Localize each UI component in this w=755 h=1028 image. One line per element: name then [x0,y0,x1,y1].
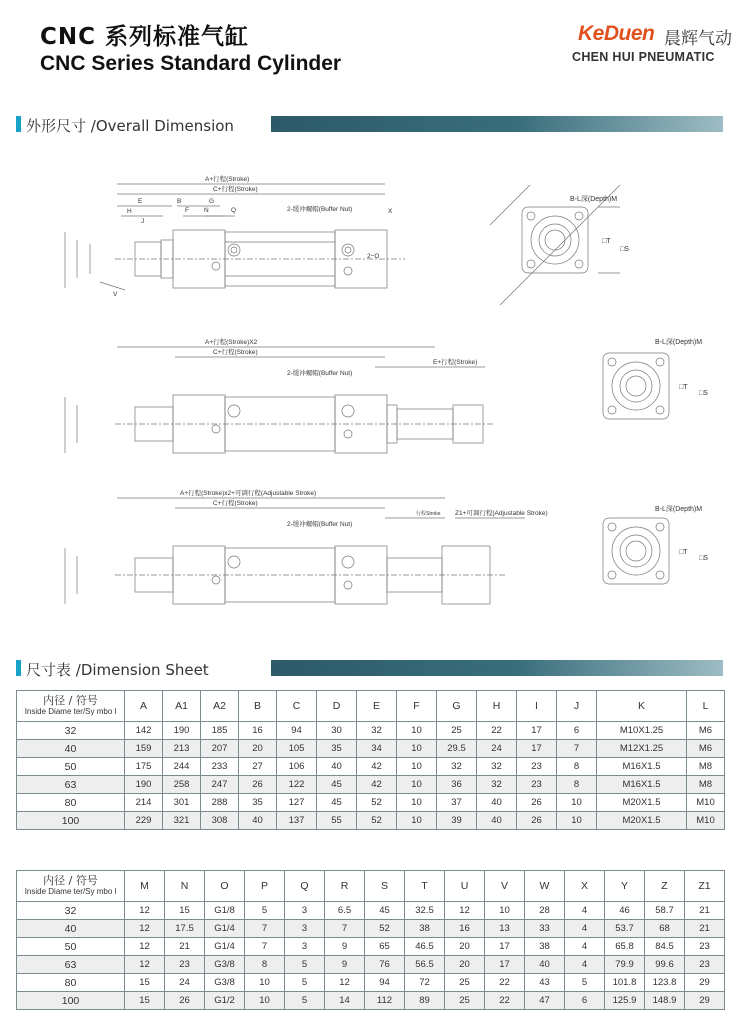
dim-f: F [185,207,189,214]
depth-label: B-L深(Depth)M [570,196,618,203]
table-cell: 23 [517,758,557,776]
dim-a-label: A+行程(Stroke) [205,176,250,183]
table-cell: 233 [201,758,239,776]
table-cell: 25 [437,722,477,740]
table-cell: 5 [285,974,325,992]
table-row [17,722,725,740]
table-cell: 106 [277,758,317,776]
table-cell: 37 [437,794,477,812]
table-cell: M10 [687,794,725,812]
column-header: S [365,871,405,902]
table-cell: 8 [245,956,285,974]
column-header: A1 [163,691,201,722]
table-cell: 207 [201,740,239,758]
table-cell: 65.8 [605,938,645,956]
dimension-table-1 [16,690,725,830]
table-cell: 229 [125,812,163,830]
table-cell: 321 [163,812,201,830]
table-cell: 40 [477,812,517,830]
table-cell: M20X1.5 [597,794,687,812]
dim-c-label: C+行程(Stroke) [213,186,258,193]
table-cell: 68 [645,920,685,938]
bore-header-en: Inside Diame ter/Sy mbo l [24,707,117,716]
dim-s-3: □S [699,555,708,562]
table-cell: 26 [517,794,557,812]
table-cell: 127 [277,794,317,812]
bore-header-cn: 内径 / 符号 [43,874,98,887]
dim-a-label-2: A+行程(Stroke)X2 [205,339,258,346]
table-cell: 23 [165,956,205,974]
table-cell: 10 [397,758,437,776]
bore-cell: 40 [17,740,125,758]
drawing-1-side-view [55,170,405,300]
table-cell: G3/8 [205,956,245,974]
bore-cell: 32 [17,722,125,740]
table-cell: 12 [125,920,165,938]
table-cell: 16 [445,920,485,938]
table-cell: 12 [125,902,165,920]
table-cell: 7 [325,920,365,938]
table-cell: 10 [245,992,285,1010]
table-cell: 55 [317,812,357,830]
table-cell: 12 [125,938,165,956]
table-cell: 15 [125,992,165,1010]
table-cell: 10 [485,902,525,920]
drawing-3-side-view [55,488,575,618]
table-cell: 175 [125,758,163,776]
dim-z1-label-3: Z1+可调行程(Adjustable Stroke) [455,510,548,517]
dim-n: N [204,207,209,214]
table-cell: 25 [445,974,485,992]
table-cell: 288 [201,794,239,812]
table-cell: 17 [485,938,525,956]
table-cell: 137 [277,812,317,830]
depth-label-2: B-L深(Depth)M [655,339,703,346]
table-cell: G1/2 [205,992,245,1010]
column-header: C [277,691,317,722]
table-cell: 65 [365,938,405,956]
table-cell: M16X1.5 [597,758,687,776]
table-cell: 123.8 [645,974,685,992]
table-cell: 23 [517,776,557,794]
table-cell: 52 [357,794,397,812]
table-cell: 10 [245,974,285,992]
table-row [17,920,725,938]
dim-e: E [138,198,143,205]
table-cell: 26 [165,992,205,1010]
table-cell: M10 [687,812,725,830]
table-cell: 21 [685,902,725,920]
bore-cell: 63 [17,776,125,794]
table-cell: 40 [525,956,565,974]
table-cell: 125.9 [605,992,645,1010]
table-cell: 22 [485,992,525,1010]
column-header: Z1 [685,871,725,902]
table-row [17,740,725,758]
table-cell: 190 [125,776,163,794]
table-cell: 7 [557,740,597,758]
table-cell: 21 [165,938,205,956]
table-cell: 20 [239,740,277,758]
bore-cell: 50 [17,938,125,956]
table-cell: 30 [317,722,357,740]
table-cell: 56.5 [405,956,445,974]
stroke-label-3: 行程Stroke [416,511,441,517]
table-cell: 27 [239,758,277,776]
table-cell: 23 [685,956,725,974]
page-title-cn: CNC 系列标准气缸 [40,24,250,50]
dim-b: B [177,198,182,205]
table-cell: 25 [445,992,485,1010]
table-cell: 185 [201,722,239,740]
table-cell: 3 [285,938,325,956]
bore-cell: 80 [17,974,125,992]
table-cell: 3 [285,920,325,938]
bore-cell: 40 [17,920,125,938]
table-cell: 47 [525,992,565,1010]
table-cell: 10 [397,812,437,830]
table-cell: 46.5 [405,938,445,956]
table-cell: M6 [687,722,725,740]
table-cell: 29.5 [437,740,477,758]
bore-cell: 100 [17,812,125,830]
table-cell: 79.9 [605,956,645,974]
table-cell: 15 [125,974,165,992]
table-cell: 12 [325,974,365,992]
column-header: W [525,871,565,902]
column-header: G [437,691,477,722]
table-cell: 244 [163,758,201,776]
table-cell: 9 [325,956,365,974]
table-cell: 22 [477,722,517,740]
brand-name: KeDuen [578,22,655,45]
table-cell: M12X1.25 [597,740,687,758]
dim-q: Q [231,207,237,214]
column-header: R [325,871,365,902]
column-header: E [357,691,397,722]
brand-name-cn: 晨辉气动 [664,29,732,49]
bore-cell: 100 [17,992,125,1010]
table-cell: 213 [163,740,201,758]
drawing-2-end-view [575,335,725,435]
table-cell: M8 [687,776,725,794]
table-cell: 45 [317,776,357,794]
table-cell: 142 [125,722,163,740]
table-cell: 32 [357,722,397,740]
dim-v: V [113,291,118,298]
drawing-2-side-view [55,337,505,467]
table-row [17,812,725,830]
section-header-overall [16,116,723,135]
table-cell: 6 [557,722,597,740]
bore-cell: 50 [17,758,125,776]
column-header: N [165,871,205,902]
table-cell: 38 [525,938,565,956]
bore-header-en: Inside Diame ter/Sy mbo l [24,887,117,896]
table-row [17,974,725,992]
table-row [17,956,725,974]
drawing-3-end-view [575,500,725,610]
table-cell: 45 [365,902,405,920]
table-cell: 34 [357,740,397,758]
column-header: L [687,691,725,722]
section-strip [271,660,723,676]
column-header: M [125,871,165,902]
dimension-table-2 [16,870,725,1010]
table-cell: G1/8 [205,902,245,920]
table-cell: 3 [285,902,325,920]
table-cell: 10 [397,722,437,740]
section-title-sheet: 尺寸表 /Dimension Sheet [26,659,271,677]
table-cell: 26 [239,776,277,794]
dim-g: G [209,198,215,205]
table-cell: 52 [365,920,405,938]
table-cell: 17 [485,956,525,974]
table-cell: 29 [685,992,725,1010]
table-cell: 28 [525,902,565,920]
table-cell: 10 [557,794,597,812]
table-cell: 32 [477,758,517,776]
table-cell: 24 [477,740,517,758]
brand-logo [572,18,733,68]
table-cell: 10 [397,740,437,758]
dim-e-label-2: E+行程(Stroke) [433,359,478,366]
dim-t-2: □T [679,384,688,391]
table-cell: 43 [525,974,565,992]
table-cell: 46 [605,902,645,920]
table-cell: 8 [557,776,597,794]
table-cell: 214 [125,794,163,812]
dim-x: X [388,208,393,215]
buffer-label-2: 2-缓冲螺帽(Buffer Nut) [287,370,353,377]
bore-cell: 80 [17,794,125,812]
table-cell: 94 [365,974,405,992]
table-row [17,902,725,920]
column-header: A2 [201,691,239,722]
table-cell: 17.5 [165,920,205,938]
bore-cell: 63 [17,956,125,974]
table-cell: 10 [557,812,597,830]
table-cell: 148.9 [645,992,685,1010]
table-cell: 122 [277,776,317,794]
dim-t: □T [602,238,611,245]
column-header: V [485,871,525,902]
section-strip [271,116,723,132]
table-cell: G3/8 [205,974,245,992]
column-header: D [317,691,357,722]
table-cell: 9 [325,938,365,956]
table-row [17,776,725,794]
table-cell: 6.5 [325,902,365,920]
table-cell: 38 [405,920,445,938]
table-cell: 53.7 [605,920,645,938]
table-cell: 6 [565,992,605,1010]
dim-t-3: □T [679,549,688,556]
column-header: A [125,691,163,722]
table-cell: 13 [485,920,525,938]
table-cell: 99.6 [645,956,685,974]
column-header: J [557,691,597,722]
table-cell: 32.5 [405,902,445,920]
table-row [17,992,725,1010]
depth-label-3: B-L深(Depth)M [655,506,703,513]
table-cell: 42 [357,776,397,794]
dim-s-2: □S [699,390,708,397]
table-cell: 247 [201,776,239,794]
table-cell: M16X1.5 [597,776,687,794]
column-header: U [445,871,485,902]
dim-c-label-2: C+行程(Stroke) [213,349,258,356]
table-cell: 40 [317,758,357,776]
section-header-sheet [16,660,723,679]
table-cell: 36 [437,776,477,794]
dim-c-label-3: C+行程(Stroke) [213,500,258,507]
table-cell: 58.7 [645,902,685,920]
table-cell: 21 [685,920,725,938]
table-cell: 5 [245,902,285,920]
table-cell: 12 [125,956,165,974]
section-marker [16,660,21,676]
dim-j: J [141,218,145,225]
bore-header-cn: 内径 / 符号 [43,694,98,707]
table-cell: 40 [477,794,517,812]
table-cell: 40 [239,812,277,830]
column-header: K [597,691,687,722]
table-cell: 35 [317,740,357,758]
brand-name-en: CHEN HUI PNEUMATIC [572,50,715,64]
table-cell: 26 [517,812,557,830]
table-cell: 4 [565,938,605,956]
table-header-bore [17,691,125,722]
section-title-overall: 外形尺寸 /Overall Dimension [26,115,271,133]
table-cell: 76 [365,956,405,974]
table-cell: 8 [557,758,597,776]
table-cell: 20 [445,956,485,974]
table-cell: 14 [325,992,365,1010]
table-header-bore [17,871,125,902]
table-cell: 112 [365,992,405,1010]
table-cell: 17 [517,740,557,758]
table-row [17,794,725,812]
table-cell: 5 [565,974,605,992]
dim-o: 2−O [367,253,380,260]
table-cell: M10X1.25 [597,722,687,740]
table-cell: 23 [685,938,725,956]
table-cell: 52 [357,812,397,830]
table-cell: G1/4 [205,920,245,938]
table-cell: 308 [201,812,239,830]
column-header: Z [645,871,685,902]
table-cell: 35 [239,794,277,812]
table-cell: 105 [277,740,317,758]
table-cell: 17 [517,722,557,740]
column-header: P [245,871,285,902]
buffer-label: 2-缓冲螺帽(Buffer Nut) [287,206,353,213]
table-cell: 39 [437,812,477,830]
dim-a-label-3: A+行程(Stroke)x2+可调行程(Adjustable Stroke) [180,490,317,497]
table-cell: 29 [685,974,725,992]
column-header: X [565,871,605,902]
column-header: T [405,871,445,902]
table-cell: 12 [445,902,485,920]
table-cell: 4 [565,920,605,938]
table-cell: M6 [687,740,725,758]
table-cell: 94 [277,722,317,740]
table-cell: 10 [397,794,437,812]
buffer-label-3: 2-缓冲螺帽(Buffer Nut) [287,521,353,528]
table-cell: 5 [285,956,325,974]
table-cell: 32 [437,758,477,776]
column-header: F [397,691,437,722]
table-cell: 33 [525,920,565,938]
table-row [17,938,725,956]
table-cell: 22 [485,974,525,992]
table-cell: 20 [445,938,485,956]
page-title-en: CNC Series Standard Cylinder [40,52,342,75]
column-header: Y [605,871,645,902]
table-cell: 159 [125,740,163,758]
section-marker [16,116,21,132]
table-cell: 4 [565,902,605,920]
table-row [17,758,725,776]
table-cell: M20X1.5 [597,812,687,830]
table-cell: 4 [565,956,605,974]
table-cell: 10 [397,776,437,794]
table-cell: M8 [687,758,725,776]
table-cell: 84.5 [645,938,685,956]
table-cell: 24 [165,974,205,992]
table-cell: 32 [477,776,517,794]
table-cell: 42 [357,758,397,776]
table-cell: 7 [245,938,285,956]
dim-h: H [127,208,132,215]
table-cell: 16 [239,722,277,740]
column-header: B [239,691,277,722]
column-header: Q [285,871,325,902]
table-cell: 7 [245,920,285,938]
column-header: H [477,691,517,722]
table-cell: 15 [165,902,205,920]
table-cell: 190 [163,722,201,740]
table-cell: 101.8 [605,974,645,992]
column-header: I [517,691,557,722]
column-header: O [205,871,245,902]
table-cell: 301 [163,794,201,812]
table-cell: 5 [285,992,325,1010]
table-cell: 89 [405,992,445,1010]
bore-cell: 32 [17,902,125,920]
dim-s: □S [620,246,629,253]
drawing-1-end-view [470,185,660,315]
table-cell: 258 [163,776,201,794]
table-cell: 72 [405,974,445,992]
table-cell: G1/4 [205,938,245,956]
table-cell: 45 [317,794,357,812]
